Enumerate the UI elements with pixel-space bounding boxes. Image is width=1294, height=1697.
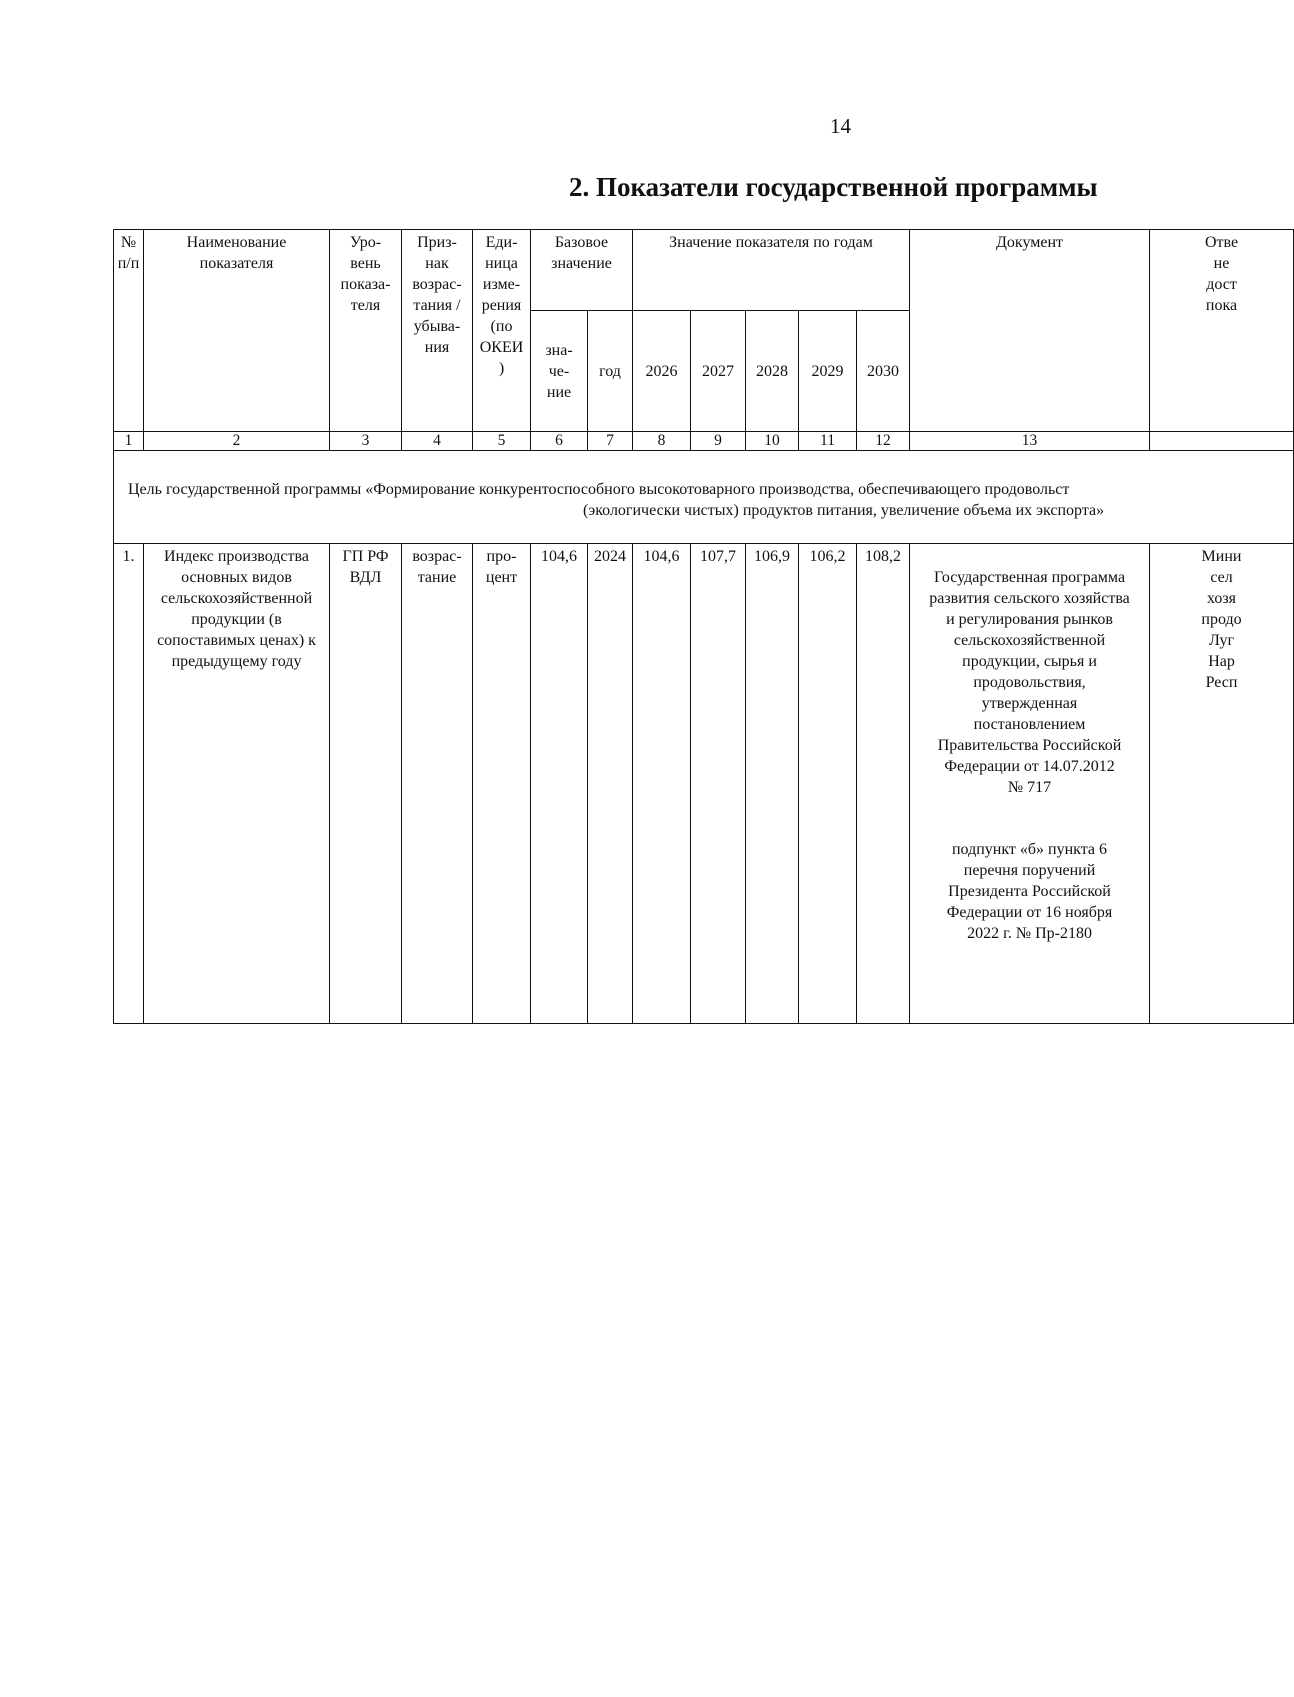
row-level: ГП РФ ВДЛ — [330, 544, 402, 1024]
header-base-year: год — [588, 311, 633, 432]
row-base-value: 104,6 — [531, 544, 588, 1024]
column-number: 10 — [746, 432, 799, 451]
column-number: 12 — [857, 432, 910, 451]
row-value-2026: 104,6 — [633, 544, 691, 1024]
column-number: 6 — [531, 432, 588, 451]
header-base-value: зна- че- ние — [531, 311, 588, 432]
header-unit: Еди- ница изме- рения (по ОКЕИ ) — [473, 230, 531, 432]
column-number: 13 — [910, 432, 1150, 451]
row-value-2028: 106,9 — [746, 544, 799, 1024]
header-year-2026: 2026 — [633, 311, 691, 432]
column-number: 1 — [114, 432, 144, 451]
document-paragraph-1: Государственная программа развития сельского хозяйства и регулирования рынков сельскохозяйственной продукции, сырья и продовольствия, утвержденная постановлением Правительства Российской Федерации от 14.07.2012 № 717 — [929, 569, 1130, 796]
header-responsible: Отве не дост пока — [1150, 230, 1294, 432]
page-title: 2. Показатели государственной программы — [569, 172, 1098, 202]
goal-cell — [114, 451, 1294, 544]
row-document — [910, 544, 1150, 1024]
indicators-table-wrapper — [113, 229, 1242, 1129]
column-number: 5 — [473, 432, 531, 451]
row-num: 1. — [114, 544, 144, 1024]
row-responsible: Мини сел хозя продо Луг Нар Респ — [1150, 544, 1294, 1024]
row-value-2027: 107,7 — [691, 544, 746, 1024]
column-number — [1150, 432, 1294, 451]
header-row-top — [114, 230, 1294, 311]
row-unit: про- цент — [473, 544, 531, 1024]
row-trend: возрас- тание — [402, 544, 473, 1024]
header-years-group: Значение показателя по годам — [633, 230, 910, 311]
column-number: 4 — [402, 432, 473, 451]
column-number: 7 — [588, 432, 633, 451]
row-value-2029: 106,2 — [799, 544, 857, 1024]
header-name: Наименование показателя — [144, 230, 330, 432]
goal-row — [114, 451, 1294, 544]
column-number: 11 — [799, 432, 857, 451]
column-number: 3 — [330, 432, 402, 451]
header-year-2030: 2030 — [857, 311, 910, 432]
column-number: 2 — [144, 432, 330, 451]
header-year-2027: 2027 — [691, 311, 746, 432]
row-value-2030: 108,2 — [857, 544, 910, 1024]
goal-text-line2: (экологически чистых) продуктов питания, увеличение объема их экспорта» — [583, 502, 1105, 519]
header-document: Документ — [910, 230, 1150, 432]
goal-text-line1: Цель государственной программы «Формирование конкурентоспособного высокотоварного производства, обеспечивающего продовольст — [128, 481, 1070, 498]
header-trend: Приз- нак возрас- тания / убыва- ния — [402, 230, 473, 432]
header-num: № п/п — [114, 230, 144, 432]
table-row — [114, 544, 1294, 1024]
indicators-table — [113, 229, 1294, 1024]
row-base-year: 2024 — [588, 544, 633, 1024]
column-number: 9 — [691, 432, 746, 451]
header-level: Уро- вень показа- теля — [330, 230, 402, 432]
row-name: Индекс производства основных видов сельскохозяйственной продукции (в сопоставимых ценах) к предыдущему году — [144, 544, 330, 1024]
document-paragraph-2: подпункт «б» пункта 6 перечня поручений Президента Российской Федерации от 16 ноября 2022 г. № Пр-2180 — [946, 841, 1113, 942]
column-number-row — [114, 432, 1294, 451]
header-year-2029: 2029 — [799, 311, 857, 432]
header-year-2028: 2028 — [746, 311, 799, 432]
header-base: Базовое значение — [531, 230, 633, 311]
column-number: 8 — [633, 432, 691, 451]
page-number: 14 — [830, 114, 851, 138]
